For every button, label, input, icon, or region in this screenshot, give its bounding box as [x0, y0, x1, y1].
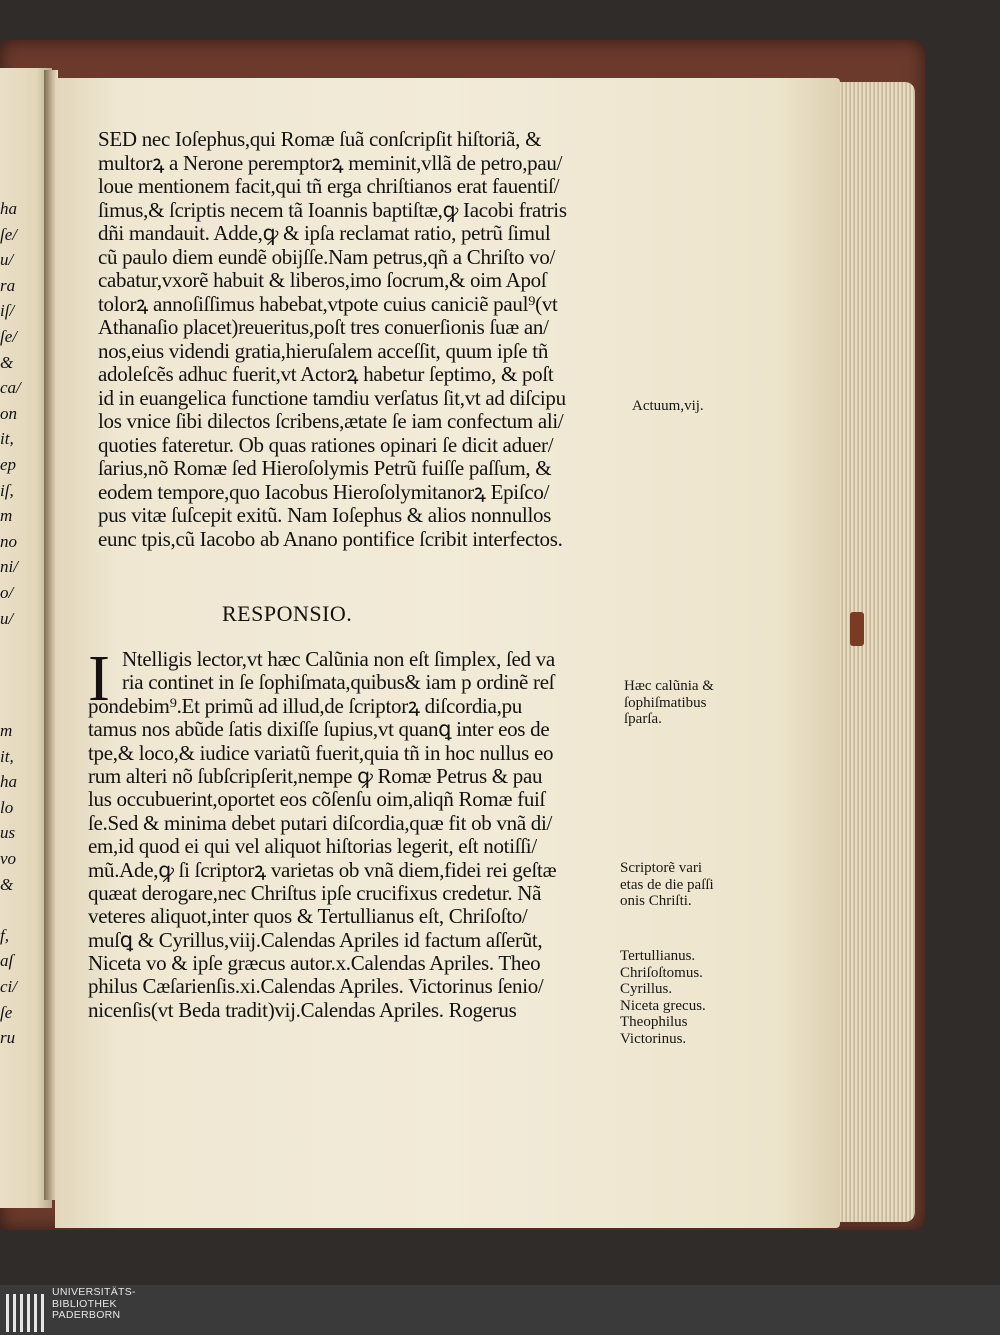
margin-note-line: Victorinus. — [620, 1030, 687, 1047]
left-page-fragment: aſ — [0, 951, 14, 971]
margin-note-line: onis Chriſti. — [620, 893, 692, 909]
margin-note-line: Scriptorẽ vari — [620, 860, 703, 876]
text-line: Athanaſio placet)reueritus,poſt tres conuerſionis ſuæ an/ — [98, 316, 549, 339]
text-line: Niceta vo & ipſe græcus autor.x.Calendas Apriles. Theo — [88, 952, 541, 976]
left-page-fragment: ſe/ — [0, 224, 17, 244]
margin-note-calumnia — [624, 678, 714, 728]
text-line: ria continet in ſe ſophiſmata,quibus& iam p ordinẽ reſ — [122, 671, 555, 695]
left-page-fragment: m — [0, 506, 13, 526]
text-line: tpe,& loco,& iudice variatũ fuerit,quia tñ in hoc nullus eo — [88, 741, 554, 765]
left-page-fragment: vo — [0, 848, 17, 868]
logo-line: PADERBORN — [52, 1309, 121, 1321]
library-logo-text — [52, 1287, 136, 1322]
left-page-fragment: it, — [0, 429, 14, 449]
text-line: eunc tpis,cũ Iacobo ab Anano pontifice ſcribit interfectos. — [98, 527, 563, 551]
margin-note-line: Hæc calũnia & — [624, 678, 714, 694]
left-page-fragment: ha — [0, 772, 17, 792]
text-line: quoties fateretur. Ob quas rationes opinari ſe dicit aduer/ — [98, 433, 554, 457]
text-line: multorꝝ a Nerone peremptorꝝ meminit,vllã de petro,pau/ — [98, 151, 563, 175]
main-text-block — [98, 128, 633, 551]
margin-note-line: Niceta grecus. — [620, 997, 706, 1014]
logo-line: BIBLIOTHEK — [52, 1297, 117, 1310]
footer-bar — [0, 1285, 1000, 1335]
text-line: rum alteri nõ ſubſcripſerit,nempe ꝙ Romæ Petrus & pau — [88, 764, 543, 788]
text-line: pus vitæ ſuſcepit exitũ. Nam Ioſephus & alios nonnullos — [98, 504, 552, 527]
text-line: ſimus,& ſcriptis necem tã Ioannis baptiſtæ,ꝙ Iacobi fratris — [98, 198, 567, 222]
text-line: philus Cæſarienſis.xi.Calendas Apriles. Victorinus ſenio/ — [88, 975, 544, 999]
left-page-fragment — [0, 897, 22, 923]
left-page-fragment: lo — [0, 797, 14, 817]
left-page-fragment: iſ, — [0, 480, 14, 500]
text-line: lus occubuerint,oportet eos cõſenſu oim,aliqñ Romæ fuiſ — [88, 788, 546, 812]
left-page-fragment: ſe — [0, 1002, 13, 1022]
text-line: quæat derogare,nec Chriſtus ipſe crucifixus credetur. Nã — [88, 881, 542, 905]
margin-note-line: Theophilus — [620, 1014, 688, 1030]
text-line: adoleſcẽs adhuc fuerit,vt Actorꝝ habetur ſeptimo, & poſt — [98, 363, 554, 386]
margin-note-names — [620, 948, 706, 1047]
drop-cap: I — [88, 642, 110, 715]
text-line: tolorꝝ annoſiſſimus habebat,vtpote cuius caniciẽ paul⁹(vt — [98, 292, 558, 316]
text-line: nicenſis(vt Beda tradit)vij.Calendas Apriles. Rogerus — [88, 998, 517, 1022]
left-page-fragments-top — [0, 196, 22, 631]
text-line: los vnice ſibi dilectos ſcribens,ætate ſe iam confectum ali/ — [98, 410, 564, 433]
text-line: cabatur,vxorẽ habuit & liberos,imo ſocrum,& oim Apoſ — [98, 269, 547, 292]
margin-note-line: ſophiſmatibus — [624, 694, 707, 711]
text-line: id in euangelica functione tamdiu verſatus ſit,vt ad diſcipu — [98, 386, 566, 410]
left-page-fragment: & — [0, 352, 14, 372]
text-line: mũ.Ade,ꝙ ſi ſcriptorꝝ varietas ob vnã diem,fidei rei geſtæ — [88, 858, 557, 882]
left-page-fragment: f, — [0, 925, 9, 945]
left-page-fragment: & — [0, 874, 14, 894]
text-line: veteres aliquot,inter quos & Tertullianus eſt, Chriſoſto/ — [88, 905, 528, 929]
left-page-fragment: ci/ — [0, 976, 17, 996]
margin-note-acts: Actuum,vij. — [632, 398, 704, 414]
left-page-fragment: ni/ — [0, 557, 18, 577]
left-page-fragment: m — [0, 721, 13, 740]
left-page-fragment: ſe/ — [0, 326, 17, 346]
left-page-fragment: it, — [0, 746, 14, 766]
library-logo-icon — [6, 1290, 46, 1332]
page-edges — [835, 82, 915, 1222]
logo-line: UNIVERSITÄTS- — [52, 1286, 136, 1298]
left-page-fragment: iſ/ — [0, 301, 15, 321]
text-line: SED nec Ioſephus,qui Romæ ſuã conſcripſit hiſtoriã, & — [98, 128, 542, 151]
left-page-fragment: ha — [0, 199, 17, 218]
text-line: ſarius,nõ Romæ ſed Hieroſolymis Petrũ fuiſſe paſſum, & — [98, 457, 552, 480]
text-line: nos,eius videndi gratia,hieruſalem acceſſit, quum ipſe tñ — [98, 339, 549, 363]
response-text-block — [88, 642, 620, 1022]
margin-note-scriptores — [620, 860, 714, 910]
text-line: loue mentionem facit,qui tñ erga chriſtianos erat fauentiſ/ — [98, 175, 560, 198]
left-page-fragment: on — [0, 403, 17, 423]
text-line: muſꝗ & Cyrillus,viij.Calendas Apriles id factum aſſerũt, — [88, 928, 543, 952]
text-line: tamus nos abũde ſatis dixiſſe ſupius,vt quanꝗ inter eos de — [88, 718, 550, 742]
margin-note-line: Tertullianus. — [620, 948, 696, 964]
left-page-fragment: u/ — [0, 608, 14, 628]
text-line: eodem tempore,quo Iacobus Hieroſolymitanorꝝ Epiſco/ — [98, 480, 550, 504]
margin-note-line: Chriſoſtomus. — [620, 964, 703, 981]
left-page-fragments-bottom — [0, 718, 22, 1051]
left-page-fragment: no — [0, 531, 17, 551]
bookmark-tab — [850, 612, 864, 646]
text-line: em,id quod ei qui vel aliquot hiſtorias legerit, eſt notiſſi/ — [88, 835, 537, 859]
text-line: Ntelligis lector,vt hæc Calũnia non eſt ſimplex, ſed va — [122, 648, 555, 671]
section-heading: RESPONSIO. — [222, 601, 353, 626]
left-page-fragment: ra — [0, 275, 16, 295]
left-page-fragment: ep — [0, 454, 17, 474]
margin-note-line: ſparſa. — [624, 711, 662, 727]
text-line: ſe.Sed & minima debet putari diſcordia,quæ fit ob vnã di/ — [88, 811, 553, 835]
margin-note-line: Cyrillus. — [620, 981, 673, 997]
left-page-fragment: o/ — [0, 582, 14, 602]
left-page-fragment: ca/ — [0, 378, 21, 398]
text-line: cũ paulo diem eundẽ obijſſe.Nam petrus,qñ a Chriſto vo/ — [98, 245, 556, 269]
left-page-fragment: ru — [0, 1028, 16, 1048]
left-page-fragment: u/ — [0, 250, 14, 270]
text-line: dñi mandauit. Adde,ꝙ & ipſa reclamat ratio, petrũ ſimul — [98, 222, 551, 245]
margin-note-line: etas de die paſſi — [620, 876, 714, 893]
left-page-fragment: us — [0, 823, 16, 843]
text-line: pondebim⁹.Et primũ ad illud,de ſcriptorꝝ diſcordia,pu — [88, 694, 522, 718]
